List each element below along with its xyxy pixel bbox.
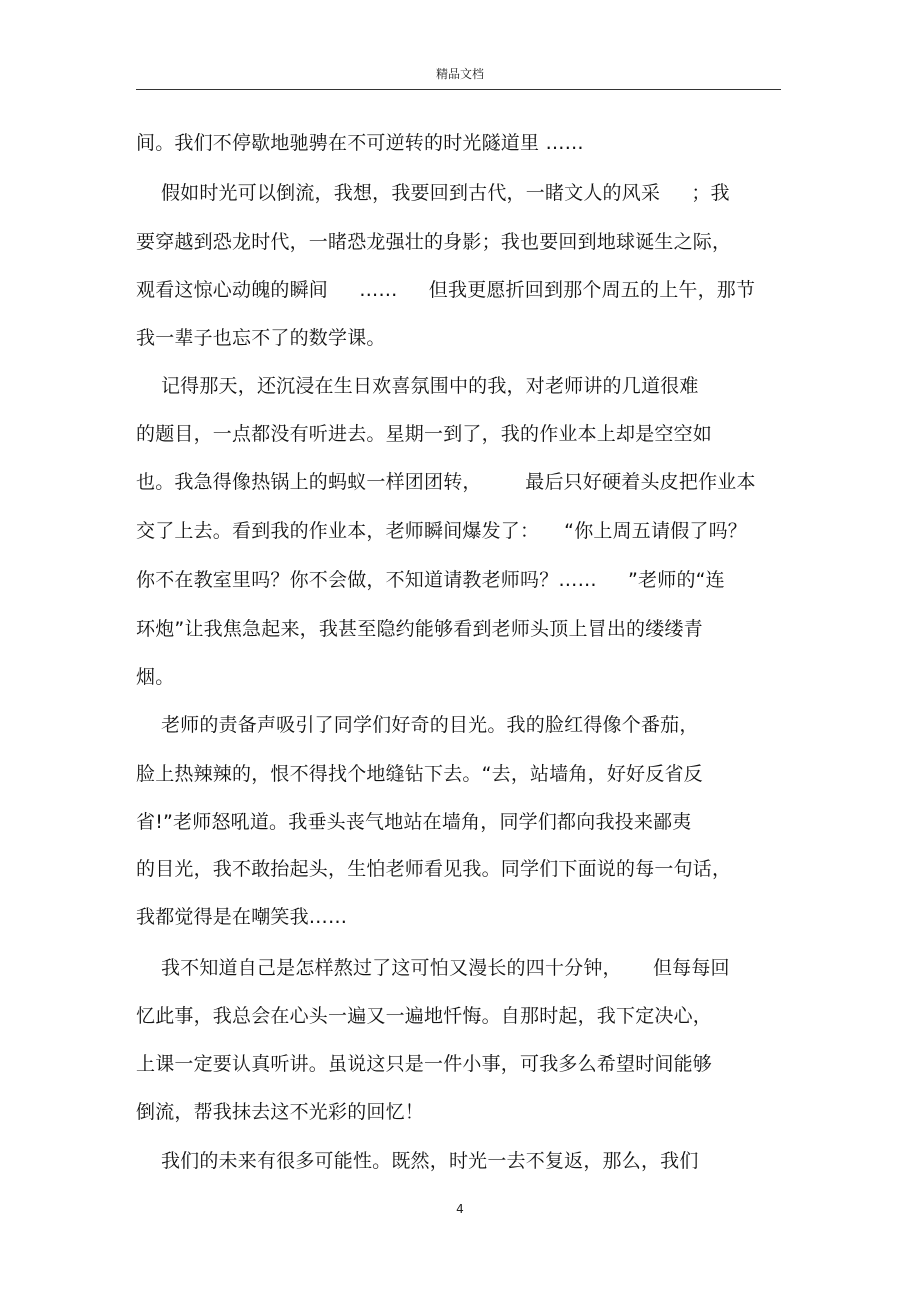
- text-line: 烟。: [136, 666, 175, 688]
- text-line: 脸上热辣辣的，恨不得找个地缝钻下去。“去，站墙角，好好反省反: [136, 763, 703, 785]
- text-line: 上课一定要认真听讲。虽说这只是一件小事，可我多么希望时间能够: [136, 1053, 713, 1075]
- text-line: 观看这惊心动魄的瞬间 …… 但我更愿折回到那个周五的上午，那节: [136, 279, 756, 301]
- text-line: 的目光，我不敢抬起头，生怕老师看见我。同学们下面说的每一句话，: [136, 858, 732, 880]
- page-number: 4: [456, 1202, 464, 1216]
- text-line: 的题目，一点都没有听进去。星期一到了，我的作业本上却是空空如: [136, 423, 713, 445]
- header-divider: [136, 89, 781, 90]
- text-line: 我们的未来有很多可能性。既然，时光一去不复返，那么，我们: [136, 1150, 699, 1172]
- text-line: 倒流，帮我抹去这不光彩的回忆！: [136, 1101, 425, 1123]
- text-line: 也。我急得像热锅上的蚂蚁一样团团转， 最后只好硬着头皮把作业本: [136, 471, 756, 493]
- text-line: 省!”老师怒吼道。我垂头丧气地站在墙角，同学们都向我投来鄙夷: [136, 811, 692, 833]
- text-line: 我不知道自己是怎样熬过了这可怕又漫长的四十分钟， 但每每回: [136, 957, 730, 979]
- text-line: 记得那天，还沉浸在生日欢喜氛围中的我，对老师讲的几道很难: [136, 375, 699, 397]
- text-line: 要穿越到恐龙时代，一睹恐龙强壮的身影；我也要回到地球诞生之际，: [136, 231, 732, 253]
- text-line: 间。我们不停歇地驰骋在不可逆转的时光隧道里 ……: [136, 132, 584, 154]
- text-line: 假如时光可以倒流，我想，我要回到古代，一睹文人的风采 ；我: [136, 182, 730, 204]
- text-line: 你不在教室里吗？你不会做，不知道请教老师吗？…… ”老师的“连: [136, 569, 725, 591]
- text-line: 忆此事，我总会在心头一遍又一遍地忏悔。自那时起，我下定决心，: [136, 1005, 713, 1027]
- text-line: 我一辈子也忘不了的数学课。: [136, 327, 386, 349]
- text-line: 环炮”让我焦急起来，我甚至隐约能够看到老师头顶上冒出的缕缕青: [136, 618, 703, 640]
- text-line: 我都觉得是在嘲笑我……: [136, 906, 348, 928]
- text-line: 老师的责备声吸引了同学们好奇的目光。我的脸红得像个番茄，: [136, 714, 699, 736]
- text-line: 交了上去。看到我的作业本，老师瞬间爆发了： “你上周五请假了吗？: [136, 520, 748, 542]
- page-header-title: 精品文档: [435, 67, 484, 81]
